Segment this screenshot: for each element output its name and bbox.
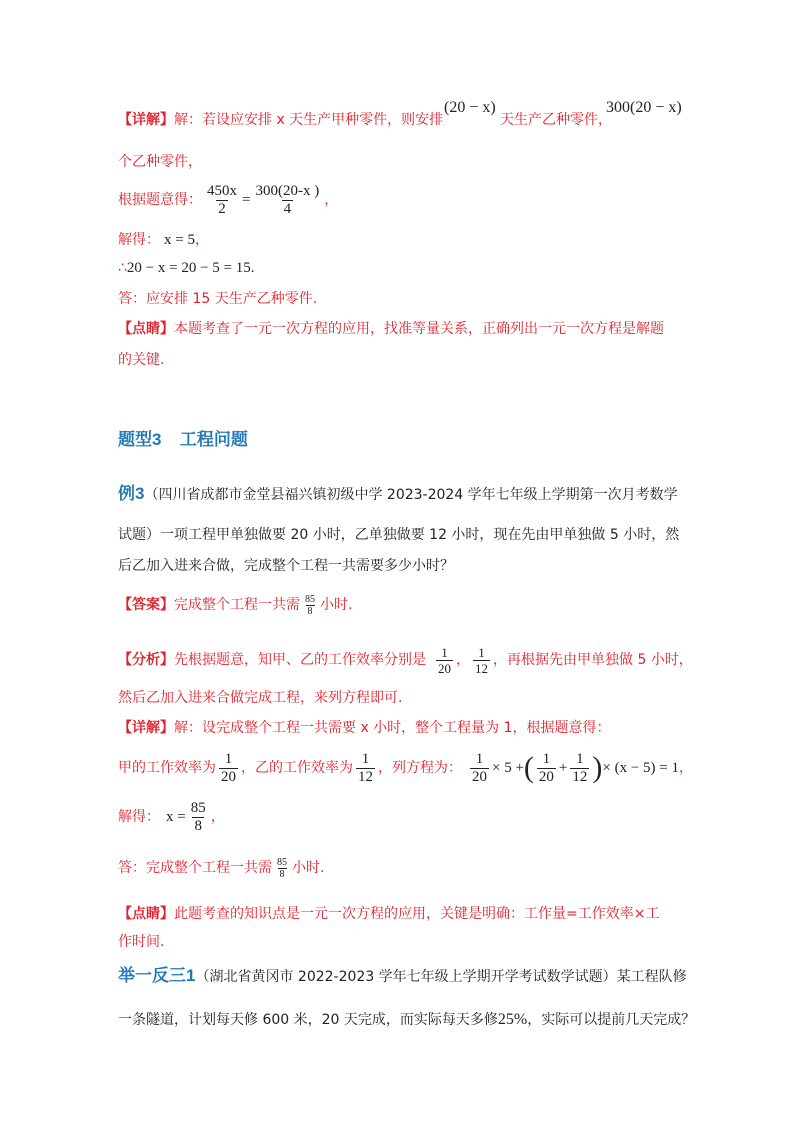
example-final-line: 答：完成整个工程一共需 $\frac{85}{8}$ 小时. (118, 856, 325, 880)
percent-value: 25% (497, 1011, 528, 1028)
example-comment-line-2: 作时间. (118, 934, 165, 950)
equation-line: 根据题意得： $\frac{450x}{2}$ = $\frac{300(20-x )}{4}$ ， (118, 182, 339, 217)
therefore-line: ∴20 − x = 20 − 5 = 15. (118, 260, 255, 276)
detail-line-1-tail: 天生产乙种零件， (500, 112, 612, 128)
answer-block: 【答案】 完成整个工程一共需 $\frac{85}{8}$ 小时. (118, 593, 353, 617)
analysis-fraction-b: $\frac{1}{12}$ (475, 644, 488, 676)
detail-tag: 【详解】 (118, 112, 174, 128)
practice-line-2: 一条隧道，计划每天修 600 米，20 天完成，而实际每天多修25%，实际可以提前几天完成？ (118, 1011, 696, 1028)
example-number: 3 (135, 484, 145, 503)
example-solve-line: 解得： x = $\frac{85}{8}$ ， (118, 799, 225, 834)
detail-line-1 (118, 110, 443, 130)
example-line-2: 试题）一项工程甲单独做要 20 小时，乙单独做要 12 小时，现在先由甲单独做 5 小时，然 (118, 527, 680, 543)
expr-300: 300(20 − x) (606, 99, 682, 116)
analysis-line-1: 【分析】 先根据题意，知甲、乙的工作效率分别是 $\frac{1}{20}$ ， $\frac{1}{12}$ ，再根据先由甲单独做 5 小时， (118, 644, 693, 676)
practice-number: 1 (186, 966, 196, 985)
detail-line-2: 个乙种零件， (118, 154, 202, 170)
therefore-symbol: ∴ (118, 260, 127, 276)
eq-fraction-1: $\frac{1}{20}$ (472, 750, 487, 785)
example-source: （四川省成都市金堂县福兴镇初级中学 2023-2024 学年七年级上学期第一次月考数学 (144, 487, 678, 503)
example-line-3: 后乙加入进来合做，完成整个工程一共需要多少小时？ (118, 558, 454, 574)
solve-fraction: $\frac{85}{8}$ (190, 799, 206, 834)
section-title: 工程问题 (179, 430, 248, 450)
efficiency-line: 甲的工作效率为 $\frac{1}{20}$ ，乙的工作效率为 $\frac{1}{12}$ ，列方程为： $\frac{1}{20}$ × 5 + ( $\frac{1}{20}$ + $\frac{1}{12}$ ) × (x − 5) = 1 ， (118, 750, 694, 785)
example-comment-line-1: 【点睛】此题考查的知识点是一元一次方程的应用，关键是明确：工作量=工作效率×工 (118, 906, 660, 922)
comment-line-1: 【点睛】本题考查了一元一次方程的应用，找准等量关系，正确列出一元一次方程是解题 (118, 321, 664, 337)
practice-label: 举一反三 (118, 966, 186, 986)
solve-line: 解得： x = 5， (118, 232, 209, 248)
example-line-1 (118, 484, 678, 505)
answer-fraction: $\frac{85}{8}$ (305, 593, 315, 617)
example-detail-line: 【详解】解：设完成整个工程一共需要 x 小时，整个工程量为 1，根据题意得： (118, 720, 611, 736)
section-number: 3 (152, 430, 162, 449)
section-heading (118, 430, 248, 451)
comment-line-2: 的关键. (118, 352, 165, 368)
eff-b-fraction: $\frac{1}{12}$ (358, 750, 373, 785)
eq-lhs-fraction: $\frac{450x}{2}$ (207, 182, 237, 217)
section-label: 题型 (118, 430, 152, 450)
analysis-fraction-a: $\frac{1}{20}$ (438, 644, 451, 676)
analysis-line-2: 然后乙加入进来合做完成工程，来列方程即可. (118, 690, 403, 706)
final-fraction: $\frac{85}{8}$ (277, 856, 287, 880)
eff-a-fraction: $\frac{1}{20}$ (221, 750, 236, 785)
expr-20-minus-x: (20 − x) (444, 99, 496, 116)
equation-label: 根据题意得： (118, 192, 202, 208)
eq-fraction-2: $\frac{1}{20}$ (538, 750, 554, 785)
practice-line-1: 举一反三1（湖北省黄冈市 2022-2023 学年七年级上学期开学考试数学试题）某工程队修 (118, 966, 687, 986)
detail-text: 解：若设应安排 x 天生产甲种零件，则安排 (174, 112, 444, 128)
example-label: 例 (118, 484, 135, 504)
answer-line: 答：应安排 15 天生产乙种零件. (118, 291, 318, 307)
eq-rhs-fraction: $\frac{300(20-x )}{4}$ (255, 182, 320, 217)
eq-fraction-3: $\frac{1}{12}$ (572, 750, 588, 785)
